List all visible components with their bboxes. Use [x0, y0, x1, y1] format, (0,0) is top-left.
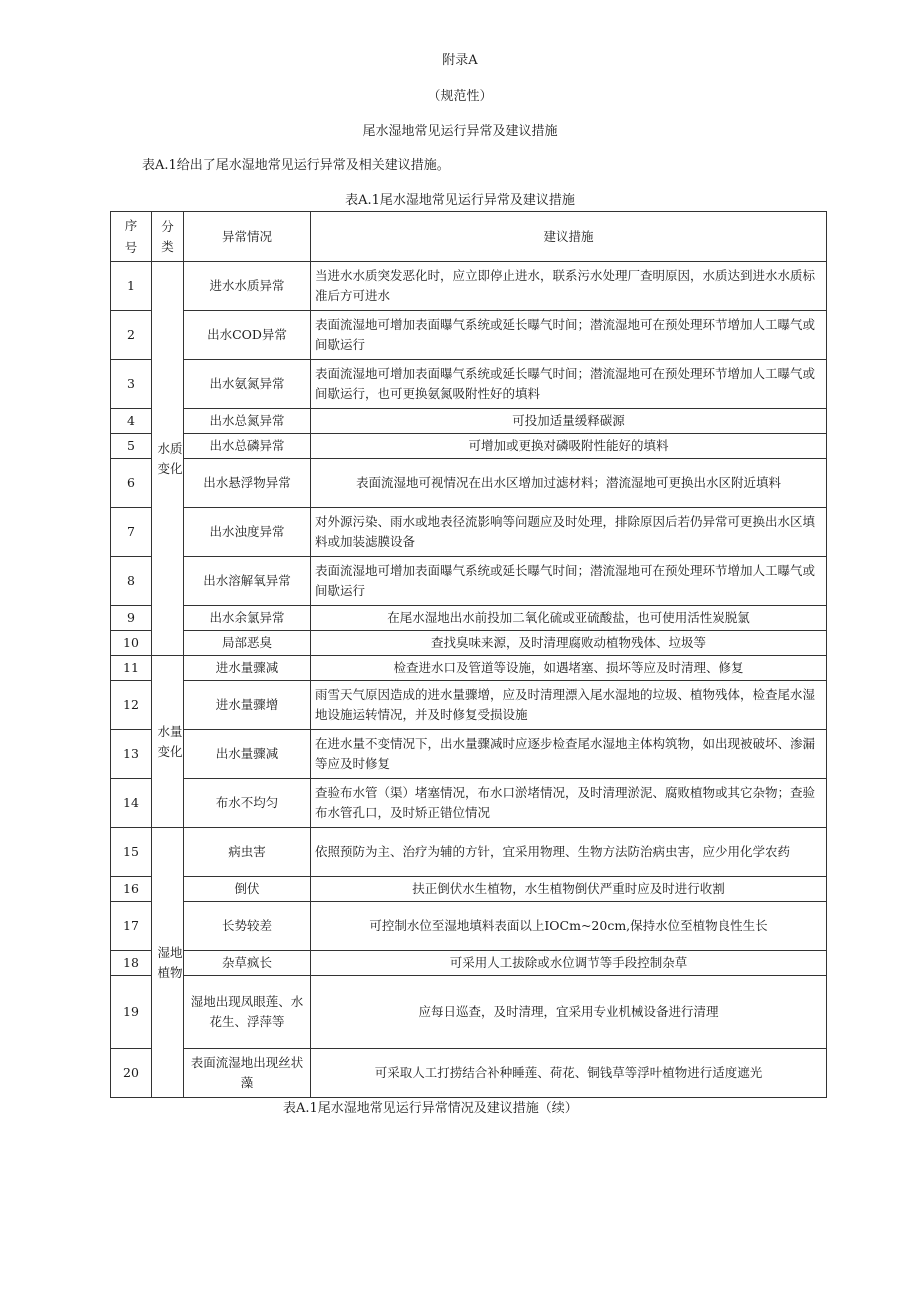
row-issue: 表面流湿地出现丝状藻: [184, 1049, 311, 1098]
row-measure: 表面流湿地可视情况在出水区增加过滤材料；潜流湿地可更换出水区附近填料: [311, 459, 827, 508]
header-num: 序号: [111, 212, 152, 262]
table-row: [111, 409, 827, 434]
row-num: 16: [111, 877, 152, 902]
row-measure: 表面流湿地可增加表面曝气系统或延长曝气时间；潜流湿地可在预处理环节增加人工曝气或间歇运行: [311, 311, 827, 360]
row-measure: 可采用人工拔除或水位调节等手段控制杂草: [311, 951, 827, 976]
row-issue: 杂草疯长: [184, 951, 311, 976]
row-measure: 当进水水质突发恶化时，应立即停止进水，联系污水处理厂查明原因，水质达到进水水质标准后方可进水: [311, 262, 827, 311]
row-measure: 应每日巡查，及时清理，宜采用专业机械设备进行清理: [311, 976, 827, 1049]
row-issue: 进水量骤增: [184, 681, 311, 730]
table-row: [111, 1049, 827, 1098]
row-issue: 出水浊度异常: [184, 508, 311, 557]
table-row: [111, 508, 827, 557]
table-header-row: [111, 212, 827, 262]
category-wetland-plants: 湿地植物: [152, 828, 184, 1098]
table-row: [111, 951, 827, 976]
row-num: 5: [111, 434, 152, 459]
table-row: [111, 902, 827, 951]
table-row: [111, 459, 827, 508]
intro-paragraph: 表A.1给出了尾水湿地常见运行异常及相关建议措施。: [142, 158, 450, 173]
row-measure: 雨雪天气原因造成的进水量骤增，应及时清理漂入尾水湿地的垃圾、植物残体，检查尾水湿地设施运转情况，并及时修复受损设施: [311, 681, 827, 730]
header-category: 分类: [152, 212, 184, 262]
row-issue: 进水水质异常: [184, 262, 311, 311]
row-num: 6: [111, 459, 152, 508]
row-num: 12: [111, 681, 152, 730]
row-measure: 表面流湿地可增加表面曝气系统或延长曝气时间；潜流湿地可在预处理环节增加人工曝气或间歇运行，也可更换氨氮吸附性好的填料: [311, 360, 827, 409]
row-num: 11: [111, 656, 152, 681]
category-water-quantity: 水量变化: [152, 656, 184, 828]
row-measure: 可采取人工打捞结合补种睡莲、荷花、铜钱草等浮叶植物进行适度遮光: [311, 1049, 827, 1098]
row-num: 13: [111, 730, 152, 779]
row-measure: 可控制水位至湿地填料表面以上IOCm~20cm,保持水位至植物良性生长: [311, 902, 827, 951]
row-issue: 布水不均匀: [184, 779, 311, 828]
row-issue: 局部恶臭: [184, 631, 311, 656]
appendix-title: 附录A: [442, 53, 478, 68]
row-measure: 在进水量不变情况下，出水量骤减时应逐步检查尾水湿地主体构筑物，如出现被破坏、渗漏等应及时修复: [311, 730, 827, 779]
row-issue: 湿地出现凤眼莲、水花生、浮萍等: [184, 976, 311, 1049]
row-issue: 长势较差: [184, 902, 311, 951]
table-row: [111, 828, 827, 877]
row-num: 9: [111, 606, 152, 631]
row-issue: 出水氨氮异常: [184, 360, 311, 409]
table-row: [111, 779, 827, 828]
table-row: [111, 360, 827, 409]
row-measure: 查找臭味来源，及时清理腐败动植物残体、垃圾等: [311, 631, 827, 656]
row-measure: 查验布水管（渠）堵塞情况，布水口淤堵情况，及时清理淤泥、腐败植物或其它杂物；查验布水管孔口，及时矫正错位情况: [311, 779, 827, 828]
table-row: [111, 656, 827, 681]
table-row: [111, 976, 827, 1049]
row-measure: 依照预防为主、治疗为辅的方针，宜采用物理、生物方法防治病虫害，应少用化学农药: [311, 828, 827, 877]
table-row: [111, 631, 827, 656]
row-num: 1: [111, 262, 152, 311]
table-row: [111, 730, 827, 779]
row-num: 8: [111, 557, 152, 606]
table-row: [111, 434, 827, 459]
row-measure: 检查进水口及管道等设施，如遇堵塞、损坏等应及时清理、修复: [311, 656, 827, 681]
row-issue: 倒伏: [184, 877, 311, 902]
table-row: [111, 681, 827, 730]
table-caption: 表A.1尾水湿地常见运行异常及建议措施: [345, 193, 575, 208]
row-measure: 表面流湿地可增加表面曝气系统或延长曝气时间；潜流湿地可在预处理环节增加人工曝气或间歇运行: [311, 557, 827, 606]
header-issue: 异常情况: [184, 212, 311, 262]
row-measure: 可增加或更换对磷吸附性能好的填料: [311, 434, 827, 459]
row-measure: 可投加适量缓释碳源: [311, 409, 827, 434]
header-measure: 建议措施: [311, 212, 827, 262]
section-title: 尾水湿地常见运行异常及建议措施: [362, 124, 558, 139]
table-row: [111, 311, 827, 360]
row-num: 20: [111, 1049, 152, 1098]
table-row: [111, 877, 827, 902]
row-num: 10: [111, 631, 152, 656]
row-issue: 出水COD异常: [184, 311, 311, 360]
row-issue: 出水溶解氧异常: [184, 557, 311, 606]
row-issue: 出水悬浮物异常: [184, 459, 311, 508]
row-issue: 出水量骤减: [184, 730, 311, 779]
row-num: 7: [111, 508, 152, 557]
row-num: 17: [111, 902, 152, 951]
row-num: 18: [111, 951, 152, 976]
category-water-quality: 水质变化: [152, 262, 184, 656]
row-issue: 出水总氮异常: [184, 409, 311, 434]
row-issue: 进水量骤减: [184, 656, 311, 681]
row-num: 19: [111, 976, 152, 1049]
normative-note: （规范性）: [427, 89, 493, 104]
table-caption-continued: 表A.1尾水湿地常见运行异常情况及建议措施（续）: [283, 1101, 578, 1116]
row-num: 14: [111, 779, 152, 828]
table-row: [111, 557, 827, 606]
row-issue: 出水余氯异常: [184, 606, 311, 631]
row-num: 3: [111, 360, 152, 409]
row-issue: 出水总磷异常: [184, 434, 311, 459]
row-num: 4: [111, 409, 152, 434]
row-num: 15: [111, 828, 152, 877]
row-num: 2: [111, 311, 152, 360]
row-measure: 对外源污染、雨水或地表径流影响等问题应及时处理，排除原因后若仍异常可更换出水区填料或加装滤膜设备: [311, 508, 827, 557]
table-row: [111, 262, 827, 311]
anomaly-measures-table: [110, 211, 827, 1098]
row-issue: 病虫害: [184, 828, 311, 877]
row-measure: 扶正倒伏水生植物，水生植物倒伏严重时应及时进行收割: [311, 877, 827, 902]
row-measure: 在尾水湿地出水前投加二氧化硫或亚硫酸盐，也可使用活性炭脱氯: [311, 606, 827, 631]
table-row: [111, 606, 827, 631]
